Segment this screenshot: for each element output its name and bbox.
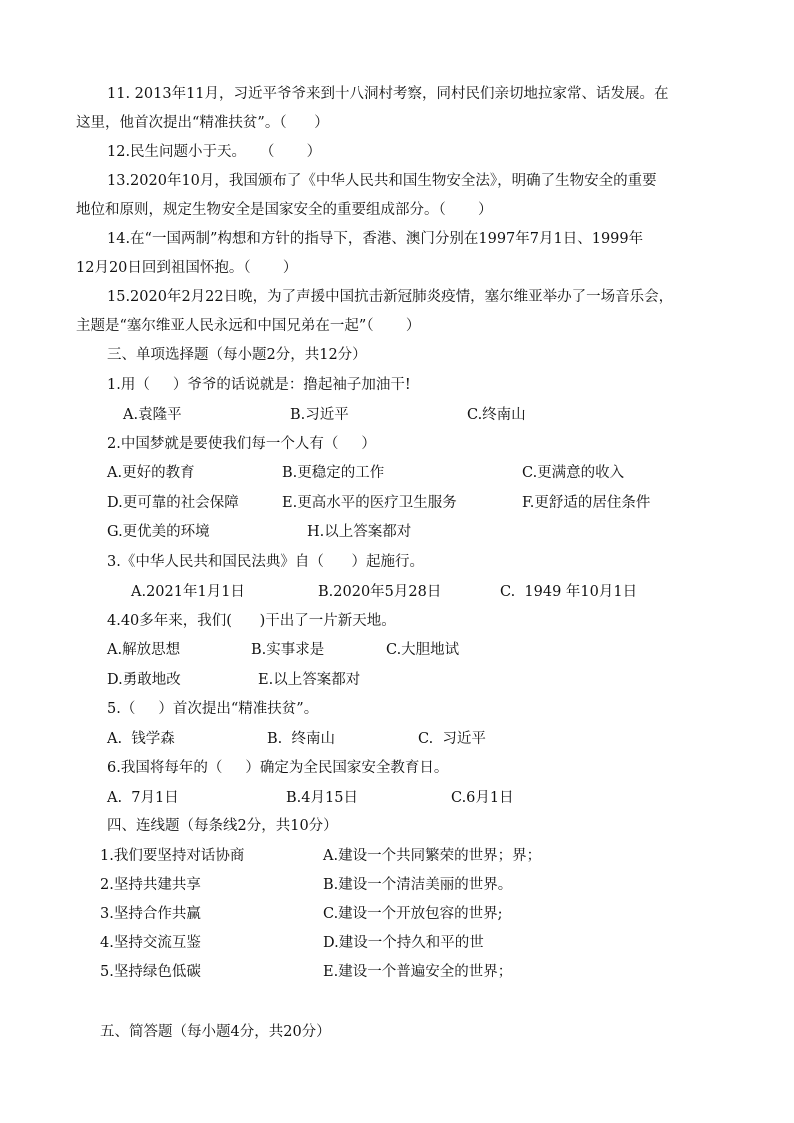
q1-option-c: C.终南山 [467,407,526,423]
q4-option-a: A.解放思想 [107,642,181,658]
match-left-3: 3.坚持合作共赢 [100,906,201,922]
q1-option-b: B.习近平 [290,407,349,423]
question-12: 12.民生问题小于天。 （ ） [107,144,322,160]
section-4-heading: 四、连线题（每条线2分，共10分） [107,818,338,834]
q2-option-e: E.更高水平的医疗卫生服务 [282,495,457,511]
choice-question-2: 2.中国梦就是要使我们每一个人有（ ） [107,436,376,452]
q6-option-c: C.6月1日 [451,790,514,806]
q5-option-a: A. 钱学森 [107,731,175,747]
match-left-5: 5.坚持绿色低碳 [100,964,201,980]
question-13-line2: 地位和原则，规定生物安全是国家安全的重要组成部分。（ ） [76,202,493,218]
question-13-line1: 13.2020年10月，我国颁布了《中华人民共和国生物安全法》，明确了生物安全的重要 [107,173,657,189]
q3-option-c: C. 1949 年10月1日 [500,584,638,600]
question-11-line1: 11. 2013年11月，习近平爷爷来到十八洞村考察，同村民们亲切地拉家常、话发展。在 [107,86,669,102]
match-right-b: B.建设一个清洁美丽的世界。 [323,877,513,893]
q1-option-a: A.袁隆平 [123,407,182,423]
q2-option-a: A.更好的教育 [107,465,195,481]
question-14-line1: 14.在“一国两制”构想和方针的指导下，香港、澳门分别在1997年7月1日、1999年 [107,231,644,247]
section-3-heading: 三、单项选择题（每小题2分，共12分） [107,347,367,363]
question-15-line1: 15.2020年2月22日晚，为了声援中国抗击新冠肺炎疫情，塞尔维亚举办了一场音乐会， [107,289,674,305]
match-left-1: 1.我们要坚持对话协商 [100,848,245,864]
choice-question-4: 4.40多年来，我们( )干出了一片新天地。 [107,613,396,629]
match-right-e: E.建设一个普遍安全的世界； [323,964,513,980]
choice-question-6: 6.我国将每年的（ ）确定为全民国家安全教育日。 [107,760,449,776]
match-left-4: 4.坚持交流互鉴 [100,935,201,951]
choice-question-1: 1.用（ ）爷爷的话说就是：撸起袖子加油干! [107,377,411,393]
match-right-c: C.建设一个开放包容的世界; [323,906,503,922]
q5-option-b: B. 终南山 [267,731,335,747]
match-left-2: 2.坚持共建共享 [100,877,201,893]
q2-option-g: G.更优美的环境 [107,524,210,540]
q4-option-c: C.大胆地试 [386,642,460,658]
q4-option-b: B.实事求是 [251,642,325,658]
q5-option-c: C. 习近平 [418,731,486,747]
question-14-line2: 12月20日回到祖国怀抱。（ ） [76,260,298,276]
q6-option-b: B.4月15日 [286,790,358,806]
match-right-d: D.建设一个持久和平的世 [323,935,484,951]
choice-question-3: 3.《中华人民共和国民法典》自（ ）起施行。 [107,554,424,570]
q2-option-d: D.更可靠的社会保障 [107,495,239,511]
q4-option-d: D.勇敢地改 [107,672,181,688]
q6-option-a: A. 7月1日 [107,790,179,806]
section-5-heading: 五、简答题（每小题4分，共20分） [100,1024,331,1040]
match-right-a: A.建设一个共同繁荣的世界；界； [323,848,542,864]
q2-option-f: F.更舒适的居住条件 [522,495,651,511]
q2-option-c: C.更满意的收入 [522,465,625,481]
q4-option-e: E.以上答案都对 [258,672,361,688]
q2-option-b: B.更稳定的工作 [282,465,385,481]
q3-option-a: A.2021年1月1日 [131,584,245,600]
choice-question-5: 5.（ ）首次提出“精准扶贫”。 [107,701,319,717]
question-11-line2: 这里，他首次提出“精准扶贫”。（ ） [76,115,329,131]
question-15-line2: 主题是“塞尔维亚人民永远和中国兄弟在一起”（ ） [76,318,421,334]
q2-option-h: H.以上答案都对 [307,524,412,540]
q3-option-b: B.2020年5月28日 [318,584,442,600]
